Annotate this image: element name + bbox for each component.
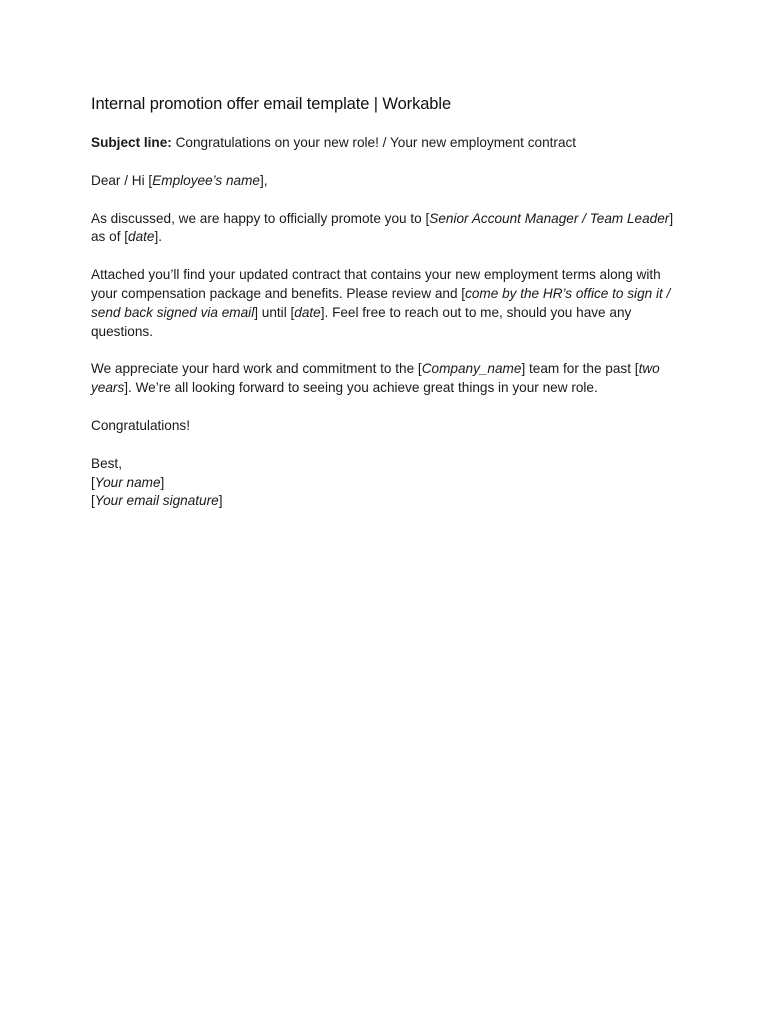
para2-action-placeholder: come by the HR’s office to sign it / send back signed via email <box>91 285 671 320</box>
para1-date-placeholder: date <box>128 229 155 245</box>
document-title: Internal promotion offer email template | Workable <box>91 95 452 113</box>
sig-name-placeholder: Your name <box>94 474 161 490</box>
paragraph-contract <box>91 266 681 341</box>
para2-middle: ] until [ <box>254 304 295 320</box>
para2-date-placeholder: date <box>294 304 321 320</box>
sig-name-suffix: ] <box>160 474 165 490</box>
para2-suffix: ]. Feel free to reach out to me, should you have any questions. <box>91 304 632 339</box>
para2-prefix: Attached you’ll find your updated contract that contains your new employment terms along with your compensation package and benefits. Please review and [ <box>91 267 661 301</box>
closing-line: Best, <box>91 455 122 471</box>
para3-prefix: We appreciate your hard work and commitment to the [ <box>91 361 422 377</box>
signature-email-line <box>91 492 681 511</box>
sig-email-placeholder: Your email signature <box>94 493 219 509</box>
para3-suffix: ]. We’re all looking forward to seeing you achieve great things in your new role. <box>124 380 598 396</box>
para1-prefix: As discussed, we are happy to officially promote you to [ <box>91 210 430 226</box>
document-page <box>91 93 681 530</box>
signature-name-line <box>91 474 681 493</box>
greeting-suffix: ], <box>260 172 268 188</box>
para3-company-placeholder: Company_name <box>421 361 522 377</box>
signature-block <box>91 455 681 511</box>
sig-name-prefix: [ <box>91 474 95 490</box>
greeting-prefix: Dear / Hi [ <box>91 172 153 188</box>
para3-middle: ] team for the past [ <box>521 361 639 377</box>
subject-label: Subject line: <box>91 135 172 150</box>
sig-email-prefix: [ <box>91 493 95 509</box>
congratulations-line: Congratulations! <box>91 417 190 433</box>
para3-duration-placeholder: two years <box>91 361 660 396</box>
para1-suffix: ]. <box>154 229 163 245</box>
greeting <box>91 172 681 191</box>
subject-text: Congratulations on your new role! / Your new employment contract <box>171 135 577 150</box>
sig-email-suffix: ] <box>218 493 223 509</box>
para1-role-placeholder: Senior Account Manager / Team Leader <box>429 210 670 226</box>
paragraph-promotion <box>91 210 681 248</box>
paragraph-appreciation <box>91 360 681 398</box>
para1-middle: ] as of [ <box>91 210 674 245</box>
greeting-placeholder: Employee’s name <box>152 172 260 188</box>
subject-line <box>91 134 681 153</box>
